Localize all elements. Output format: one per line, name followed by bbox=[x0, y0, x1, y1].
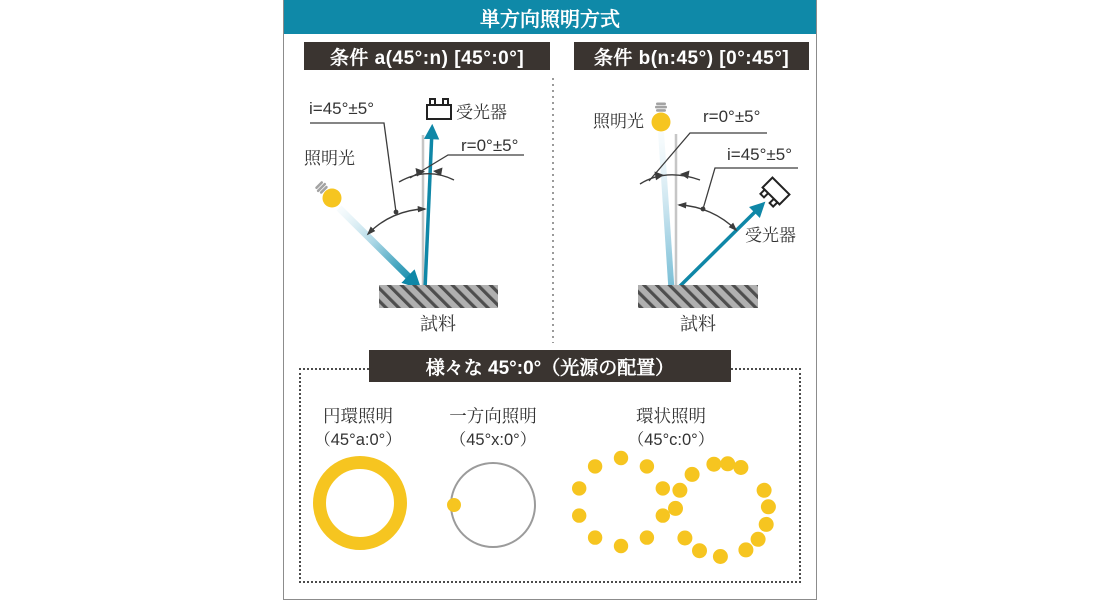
light-source-dot bbox=[572, 481, 586, 495]
reflect-angle-label: r=0°±5° bbox=[461, 136, 519, 155]
single-source-circle bbox=[450, 462, 536, 548]
incident-angle-label: i=45°±5° bbox=[727, 145, 792, 164]
light-source-dot bbox=[751, 532, 766, 547]
condition-b-diagram bbox=[552, 68, 817, 345]
reflect-angle-arrow-right bbox=[680, 171, 690, 180]
light-source-dot bbox=[677, 531, 692, 546]
light-source-dot bbox=[614, 451, 628, 465]
condition-a-title: 条件 a(45°:n) [45°:0°] bbox=[329, 47, 525, 69]
light-source-dot bbox=[640, 459, 654, 473]
variant-ring-notation: （45°c:0°） bbox=[627, 431, 715, 449]
leader-dot bbox=[701, 207, 706, 212]
light-source-dot bbox=[692, 543, 707, 558]
light-source-dot bbox=[668, 501, 683, 516]
light-bulb-icon bbox=[311, 177, 345, 211]
light-source-dot bbox=[672, 483, 687, 498]
light-source-dot bbox=[720, 456, 735, 471]
variants-title-bar bbox=[369, 350, 731, 382]
light-source-dot bbox=[685, 467, 700, 482]
light-source-dot bbox=[614, 539, 628, 553]
light-label: 照明光 bbox=[304, 149, 355, 168]
variant-unidirectional-name: 一方向照明 bbox=[449, 406, 537, 426]
sample-surface bbox=[379, 285, 498, 308]
variants-title: 様々な 45°:0°（光源の配置） bbox=[425, 357, 675, 379]
condition-b-title: 条件 b(n:45°) [0°:45°] bbox=[593, 47, 790, 69]
variant-unidirectional-notation: （45°x:0°） bbox=[449, 431, 537, 449]
receiver-label: 受光器 bbox=[456, 103, 507, 122]
sample-label: 試料 bbox=[680, 314, 716, 334]
received-light-arrow bbox=[677, 206, 761, 289]
condition-a-diagram bbox=[284, 68, 553, 345]
variant-ring-name: 環状照明 bbox=[636, 406, 706, 426]
light-source-dot bbox=[733, 460, 748, 475]
reflect-angle-arc bbox=[399, 174, 454, 182]
condition-b-header bbox=[574, 42, 809, 70]
condition-a-header bbox=[304, 42, 550, 70]
light-source-dot bbox=[713, 549, 728, 564]
receiver-icon bbox=[427, 99, 451, 119]
receiver-icon bbox=[758, 178, 789, 209]
reflected-light-arrow bbox=[425, 130, 432, 289]
light-source-dot bbox=[588, 530, 602, 544]
incident-light-beam bbox=[339, 208, 416, 284]
receiver-label: 受光器 bbox=[745, 226, 796, 245]
sample-surface bbox=[638, 285, 758, 308]
ring-light-even-dots bbox=[566, 447, 676, 557]
main-title: 単方向照明方式 bbox=[480, 8, 620, 31]
ring-light-dense-dots bbox=[664, 452, 780, 568]
reflect-angle-arc bbox=[640, 175, 700, 184]
incident-light-beam bbox=[661, 132, 671, 287]
light-source-dot bbox=[738, 542, 753, 557]
light-source-dot bbox=[588, 459, 602, 473]
main-title-bar bbox=[284, 0, 816, 34]
light-source-dot bbox=[572, 508, 586, 522]
variant-annular-name: 円環照明 bbox=[323, 406, 393, 426]
annular-light-ring bbox=[313, 456, 407, 550]
light-source-dot bbox=[759, 517, 774, 532]
light-source-dot bbox=[761, 499, 776, 514]
incident-angle-label: i=45°±5° bbox=[309, 99, 374, 118]
incident-angle-arc bbox=[679, 205, 736, 230]
light-source-dot bbox=[640, 530, 654, 544]
reflect-label-leader bbox=[410, 155, 524, 178]
single-light-source-dot bbox=[447, 498, 461, 512]
light-bulb-icon bbox=[652, 103, 671, 132]
leader-dot bbox=[394, 210, 399, 215]
reflect-angle-label: r=0°±5° bbox=[703, 107, 761, 126]
light-source-dot bbox=[757, 483, 772, 498]
sample-label: 試料 bbox=[420, 314, 456, 334]
variant-annular-notation: （45°a:0°） bbox=[314, 431, 402, 449]
light-source-dot bbox=[706, 457, 721, 472]
light-label: 照明光 bbox=[593, 112, 644, 131]
content-panel bbox=[283, 0, 817, 600]
